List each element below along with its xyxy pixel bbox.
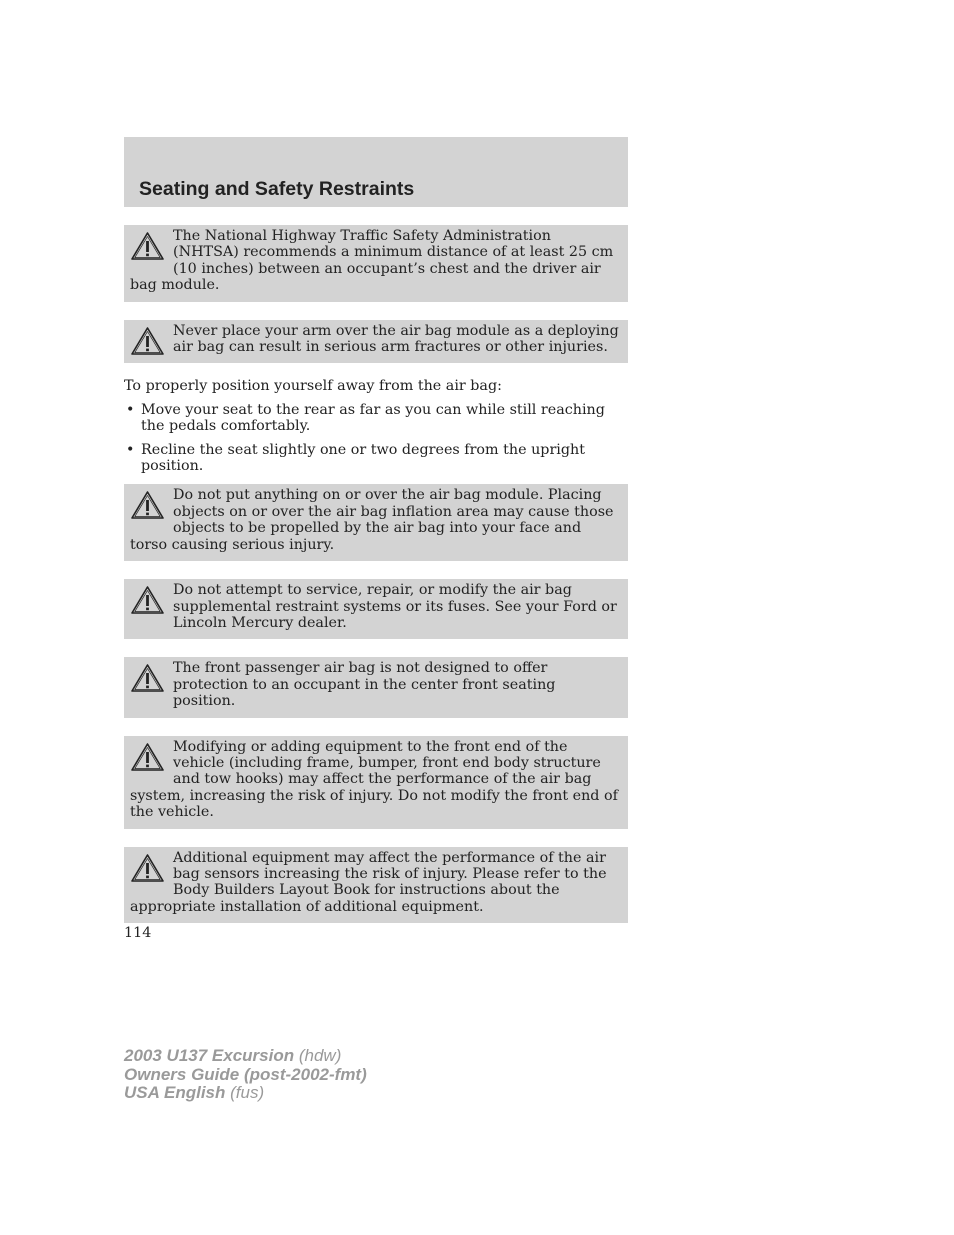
- warning-triangle-icon: [130, 585, 165, 615]
- bullet-dot: •: [126, 401, 135, 418]
- warning-triangle-icon: [130, 326, 165, 356]
- section-header: [124, 137, 628, 207]
- list-item: [124, 402, 628, 435]
- warning-box: [124, 320, 628, 364]
- footer-line-3: [124, 1084, 367, 1103]
- footer-model-code: (hdw): [298, 1046, 342, 1065]
- warning-box: [124, 847, 628, 924]
- warning-text: Do not attempt to service, repair, or modify the air bag supplemental restraint systems or its fuses. See your Ford or Lincoln Mercury dealer.: [173, 582, 617, 631]
- warning-text: Modifying or adding equipment to the front end of the vehicle (including frame, bumper, front end body structure and tow hooks) may affect the performance of the air bag system, increasing the risk of injury. Do not modify the front end of the vehicle.: [130, 738, 618, 821]
- warning-text: Never place your arm over the air bag module as a deploying air bag can result in serious arm fractures or other injuries.: [173, 322, 619, 356]
- footer-model: 2003 U137 Excursion: [124, 1046, 295, 1065]
- warning-text: Additional equipment may affect the performance of the air bag sensors increasing the risk of injury. Please refer to the Body Builders Layout Book for instructions about the appropriate installation of additional equipment.: [130, 849, 607, 915]
- warning-text: The National Highway Traffic Safety Administration (NHTSA) recommends a minimum distance of at least 25 cm (10 inches) between an occupant’s chest and the driver air bag module.: [130, 228, 614, 294]
- footer-line-1: [124, 1047, 367, 1066]
- warning-box: [124, 579, 628, 639]
- list-item: [124, 442, 628, 475]
- warning-triangle-icon: [130, 742, 165, 772]
- document-footer: [124, 1047, 367, 1103]
- warning-text: Do not put anything on or over the air bag module. Placing objects on or over the air bag inflation area may cause those objects to be propelled by the air bag into your face and torso causing serious injury.: [130, 487, 614, 553]
- bullet-dot: •: [126, 441, 135, 458]
- page-number: 114: [124, 925, 152, 941]
- footer-language-code: (fus): [230, 1083, 265, 1102]
- warning-box: [124, 736, 628, 829]
- list-item-text: Move your seat to the rear as far as you can while still reaching the pedals comfortably.: [141, 401, 605, 435]
- warning-triangle-icon: [130, 490, 165, 520]
- page-content: [124, 137, 628, 923]
- warning-triangle-icon: [130, 231, 165, 261]
- warning-box: [124, 484, 628, 561]
- list-item-text: Recline the seat slightly one or two degrees from the upright position.: [141, 441, 585, 475]
- warning-text: The front passenger air bag is not designed to offer protection to an occupant in the center front seating position.: [173, 660, 556, 710]
- section-title: Seating and Safety Restraints: [139, 178, 415, 200]
- warning-triangle-icon: [130, 663, 165, 693]
- warning-box: [124, 657, 628, 717]
- footer-language: USA English: [124, 1083, 226, 1102]
- intro-paragraph: To properly position yourself away from the air bag:: [124, 378, 502, 395]
- warning-triangle-icon: [130, 853, 165, 883]
- footer-guide: Owners Guide (post-2002-fmt): [124, 1064, 367, 1084]
- footer-line-2: [124, 1066, 367, 1085]
- warning-box: [124, 225, 628, 302]
- bullet-list: [124, 402, 628, 475]
